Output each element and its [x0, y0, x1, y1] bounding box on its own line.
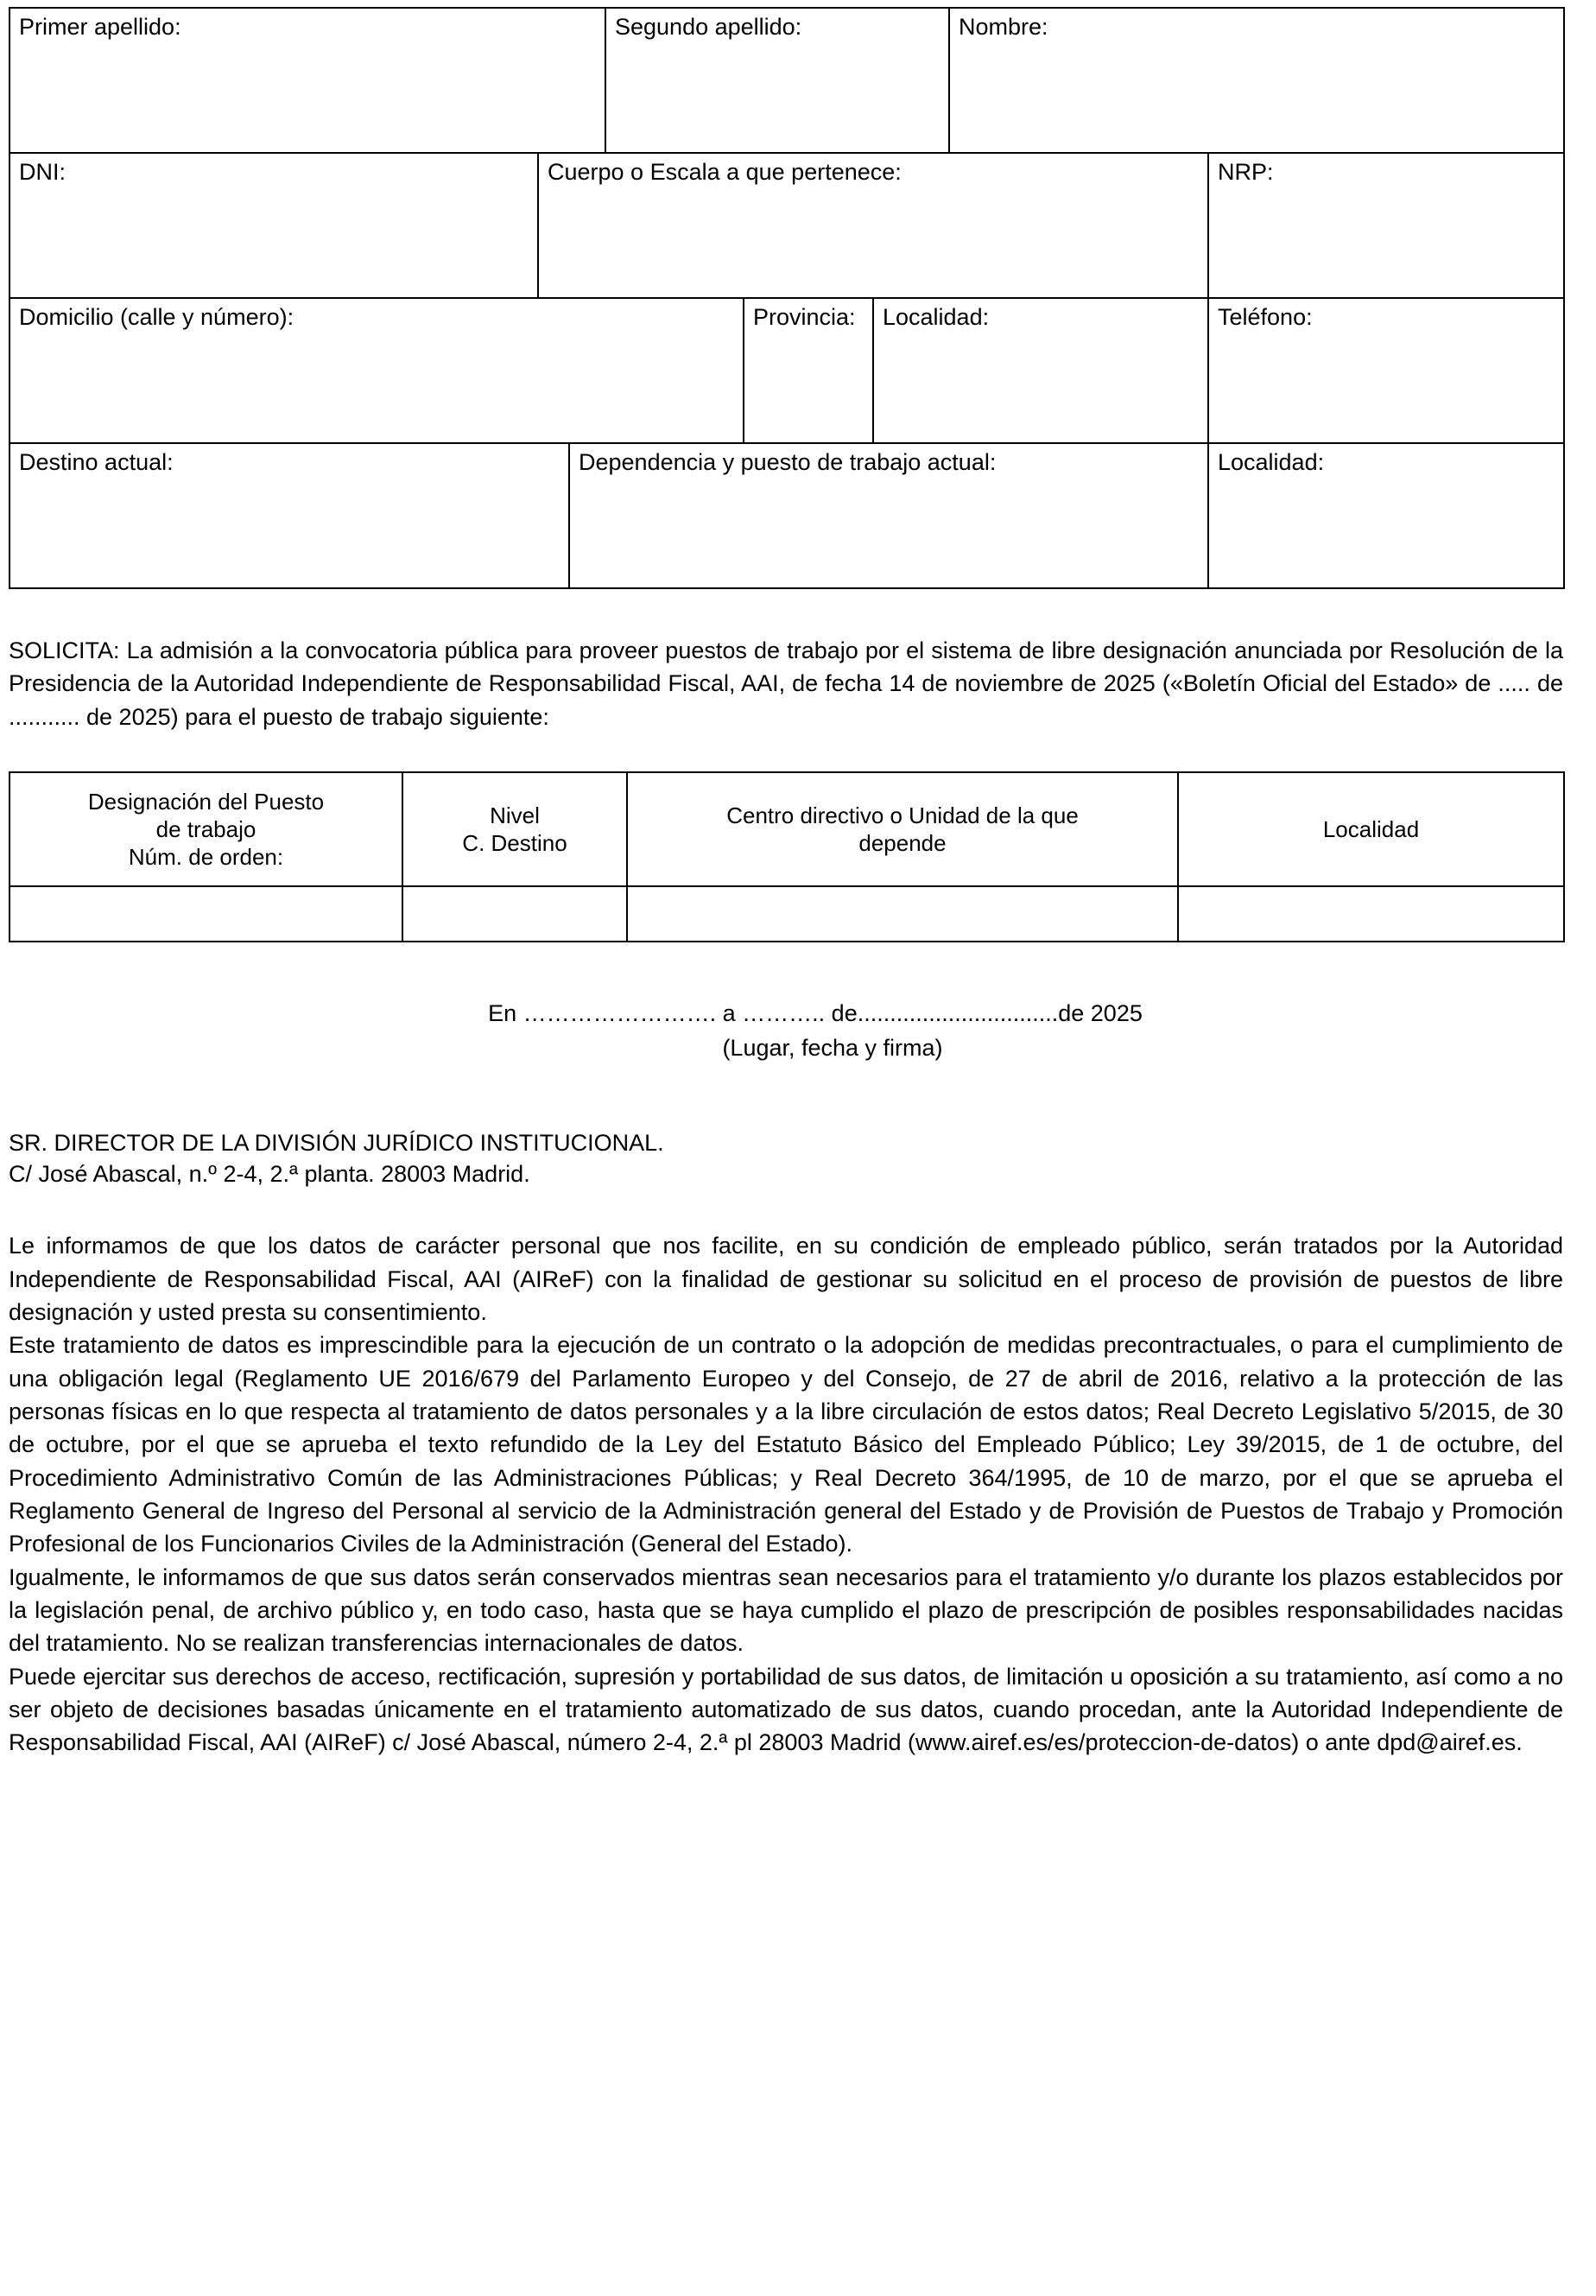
field-provincia[interactable]: Provincia: [744, 298, 873, 443]
header-line: depende [858, 829, 947, 856]
table-row [10, 443, 1564, 588]
personal-data-table [9, 7, 1565, 589]
puesto-table [9, 771, 1565, 942]
header-line: Designación del Puesto [87, 788, 325, 815]
column-header-nivel-destino [402, 772, 627, 886]
header-line: C. Destino [462, 829, 567, 856]
cell-nivel-destino[interactable] [402, 886, 627, 942]
privacy-notice [9, 1229, 1563, 1759]
field-localidad-destino[interactable]: Localidad: [1208, 443, 1564, 588]
column-header-localidad [1178, 772, 1564, 886]
privacy-paragraph-4: Puede ejercitar sus derechos de acceso, rectificación, supresión y portabilidad de sus datos, de limitación u oposición a su tratamiento, así como a no ser objeto de decisiones basadas únicamente en el tratamiento automatizado de sus datos, cuando procedan, ante la Autoridad Independiente de Responsabilidad Fiscal, AAI (AIReF) c/ José Abascal, número 2-4, 2.ª pl 28003 Madrid (www.airef.es/es/proteccion-de-datos) o ante dpd@airef.es. [9, 1663, 1563, 1756]
field-telefono[interactable]: Teléfono: [1208, 298, 1564, 443]
signature-block [0, 996, 1596, 1066]
privacy-paragraph-2: Este tratamiento de datos es imprescindible para la ejecución de un contrato o la adopción de medidas precontractuales, o para el cumplimiento de una obligación legal (Reglamento UE 2016/679 del Parlamento Europeo y del Consejo, de 27 de abril de 2016, relativo a la protección de las personas físicas en lo que respecta al tratamiento de datos personales y a la libre circulación de estos datos; Real Decreto Legislativo 5/2015, de 30 de octubre, por el que se aprueba el texto refundido de la Ley del Estatuto Básico del Empleado Público; Ley 39/2015, de 1 de octubre, del Procedimiento Administrativo Común de las Administraciones Públicas; y Real Decreto 364/1995, de 10 de marzo, por el que se aprueba el Reglamento General de Ingreso del Personal al servicio de la Administración general del Estado y de Provisión de Puestos de Trabajo y Promoción Profesional de los Funcionarios Civiles de la Administración (General del Estado). [9, 1332, 1563, 1557]
privacy-paragraph-3: Igualmente, le informamos de que sus datos serán conservados mientras sean necesarios para el tratamiento y/o durante los plazos establecidos por la legislación penal, de archivo público y, en todo caso, hasta que se haya cumplido el plazo de prescripción de posibles responsabilidades nacidas del tratamiento. No se realizan transferencias internacionales de datos. [9, 1563, 1563, 1657]
cell-designacion-puesto[interactable] [10, 886, 402, 942]
field-primer-apellido[interactable]: Primer apellido: [10, 8, 605, 153]
cell-centro-directivo[interactable] [627, 886, 1178, 942]
field-localidad-domicilio[interactable]: Localidad: [873, 298, 1208, 443]
header-line: Nivel [490, 802, 540, 828]
header-line: de trabajo [155, 815, 256, 842]
header-line: Localidad [1322, 815, 1420, 842]
header-line: Núm. de orden: [128, 844, 284, 871]
field-dni[interactable]: DNI: [10, 153, 538, 298]
solicita-paragraph: SOLICITA: La admisión a la convocatoria pública para proveer puestos de trabajo por el sistema de libre designación anunciada por Resolución de la Presidencia de la Autoridad Independiente de Responsabilidad Fiscal, AAI, de fecha 14 de noviembre de 2025 («Boletín Oficial del Estado» de ..... de ........... de 2025) para el puesto de trabajo siguiente: [9, 637, 1563, 730]
table-row [10, 153, 1564, 298]
field-destino-actual[interactable]: Destino actual: [10, 443, 569, 588]
column-header-centro-directivo [627, 772, 1178, 886]
field-nombre[interactable]: Nombre: [949, 8, 1564, 153]
cell-localidad[interactable] [1178, 886, 1564, 942]
document-page [0, 7, 1596, 2296]
privacy-paragraph-1: Le informamos de que los datos de carácter personal que nos facilite, en su condición de empleado público, serán tratados por la Autoridad Independiente de Responsabilidad Fiscal, AAI (AIReF) con la finalidad de gestionar su solicitud en el proceso de provisión de puestos de libre designación y usted presta su consentimiento. [9, 1233, 1563, 1325]
table-row [10, 298, 1564, 443]
field-cuerpo-escala[interactable]: Cuerpo o Escala a que pertenece: [538, 153, 1208, 298]
table-row [10, 886, 1564, 942]
recipient-title: SR. DIRECTOR DE LA DIVISIÓN JURÍDICO INSTITUCIONAL. [9, 1129, 664, 1156]
field-domicilio[interactable]: Domicilio (calle y número): [10, 298, 744, 443]
signature-date-line: En ……………………. a ……….. de...............................de 2025 [488, 999, 1143, 1026]
signature-caption: (Lugar, fecha y firma) [722, 1035, 943, 1062]
field-segundo-apellido[interactable]: Segundo apellido: [605, 8, 949, 153]
table-header-row [10, 772, 1564, 886]
recipient-address: C/ José Abascal, n.º 2-4, 2.ª planta. 28003 Madrid. [9, 1160, 530, 1187]
column-header-designacion-puesto [10, 772, 402, 886]
header-line: Centro directivo o Unidad de la que [726, 802, 1079, 828]
table-row [10, 8, 1564, 153]
field-nrp[interactable]: NRP: [1208, 153, 1564, 298]
recipient-block [9, 1128, 1596, 1189]
field-dependencia-puesto[interactable]: Dependencia y puesto de trabajo actual: [569, 443, 1208, 588]
